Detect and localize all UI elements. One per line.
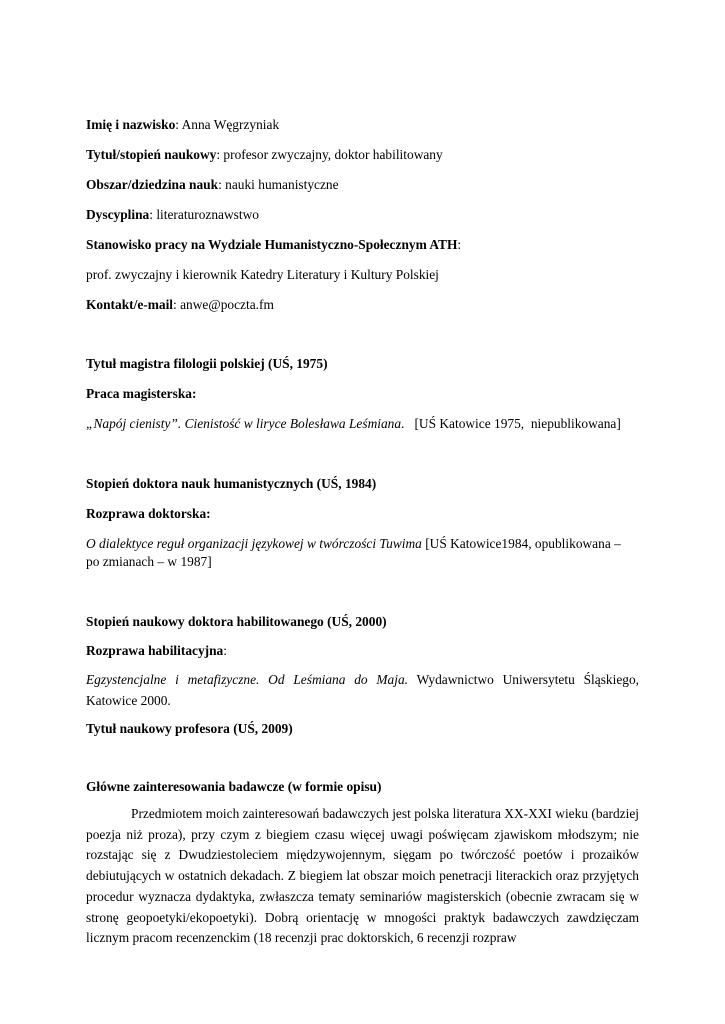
- discipline-value: : literaturoznawstwo: [149, 207, 259, 222]
- doctorate-thesis-note-cont: po zmianach – w 1987]: [86, 554, 212, 569]
- research-heading: Główne zainteresowania badawcze (w formie opisu): [86, 779, 382, 794]
- masters-thesis-line: [86, 415, 621, 432]
- academic-title-label: Tytuł/stopień naukowy: [86, 147, 217, 162]
- habilitation-heading: Stopień naukowy doktora habilitowanego (UŚ, 2000): [86, 614, 387, 629]
- discipline-label: Dyscyplina: [86, 207, 150, 222]
- research-description: Przedmiotem moich zainteresowań badawczych jest polska literatura XX-XXI wieku (bardziej poezja niż proza), przy czym z biegiem czasu więcej uwagi poświęcam zjawiskom młodszym; nie rozstając się z Dwudziestoleciem międzywojennym, sięgam po twórczość poetów i prozaików debiutujących w ostatnich dekadach. Z biegiem lat obszar moich penetracji literackich oraz przyjętych procedur wyznacza dydaktyka, zwłaszcza tematy seminariów magisterskich (obecnie zwracam się w stronę geopoetyki/ekopoetyki). Dobrą orientację w mnogości praktyk badawczych zawdzięczam licznym pracom recenzenckim (18 recenzji prac doktorskich, 6 recenzji rozpraw: [86, 806, 639, 946]
- doctorate-thesis-note: [UŚ Katowice1984, opublikowana –: [421, 536, 621, 551]
- habilitation-thesis: [86, 670, 639, 711]
- position-colon: :: [457, 237, 462, 252]
- field-value: : nauki humanistyczne: [218, 177, 339, 192]
- academic-title-line: [86, 146, 443, 163]
- academic-title-value: : profesor zwyczajny, doktor habilitowany: [216, 147, 443, 162]
- masters-thesis-label: Praca magisterska:: [86, 386, 197, 401]
- habilitation-thesis-colon: :: [223, 643, 227, 658]
- doctorate-heading: Stopień doktora nauk humanistycznych (UŚ, 1984): [86, 476, 377, 491]
- contact-line: [86, 296, 274, 313]
- doctorate-thesis-line: [86, 535, 621, 552]
- habilitation-thesis-label-line: [86, 642, 227, 659]
- name-line: [86, 116, 279, 133]
- habilitation-thesis-note: Wydawnictwo Uniwersytetu Śląskiego,: [408, 672, 639, 687]
- professor-title: Tytuł naukowy profesora (UŚ, 2009): [86, 721, 293, 736]
- doctorate-thesis-title: O dialektyce reguł organizacji językowej w twórczości Tuwima: [86, 536, 422, 551]
- contact-value: : anwe@poczta.fm: [173, 297, 274, 312]
- habilitation-thesis-note-cont: Katowice 2000.: [86, 692, 171, 708]
- masters-thesis-title: „Napój cienisty”. Cienistość w liryce Bolesława Leśmiana: [86, 416, 402, 431]
- contact-label: Kontakt/e-mail: [86, 297, 174, 312]
- habilitation-thesis-label: Rozprawa habilitacyjna: [86, 643, 224, 658]
- position-value: prof. zwyczajny i kierownik Katedry Literatury i Kultury Polskiej: [86, 267, 439, 282]
- name-label: Imię i nazwisko: [86, 117, 176, 132]
- habilitation-thesis-title: Egzystencjalne i metafizyczne. Od Leśmiana do Maja.: [86, 672, 409, 687]
- name-value: : Anna Węgrzyniak: [175, 117, 280, 132]
- masters-heading: Tytuł magistra filologii polskiej (UŚ, 1975): [86, 356, 328, 371]
- position-label: Stanowisko pracy na Wydziale Humanistyczno-Społecznym ATH: [86, 237, 458, 252]
- field-label: Obszar/dziedzina nauk: [86, 177, 219, 192]
- masters-thesis-note: . [UŚ Katowice 1975, niepublikowana]: [401, 416, 621, 431]
- discipline-line: [86, 206, 259, 223]
- field-line: [86, 176, 339, 193]
- doctorate-thesis-label: Rozprawa doktorska:: [86, 506, 211, 521]
- position-heading: [86, 236, 461, 253]
